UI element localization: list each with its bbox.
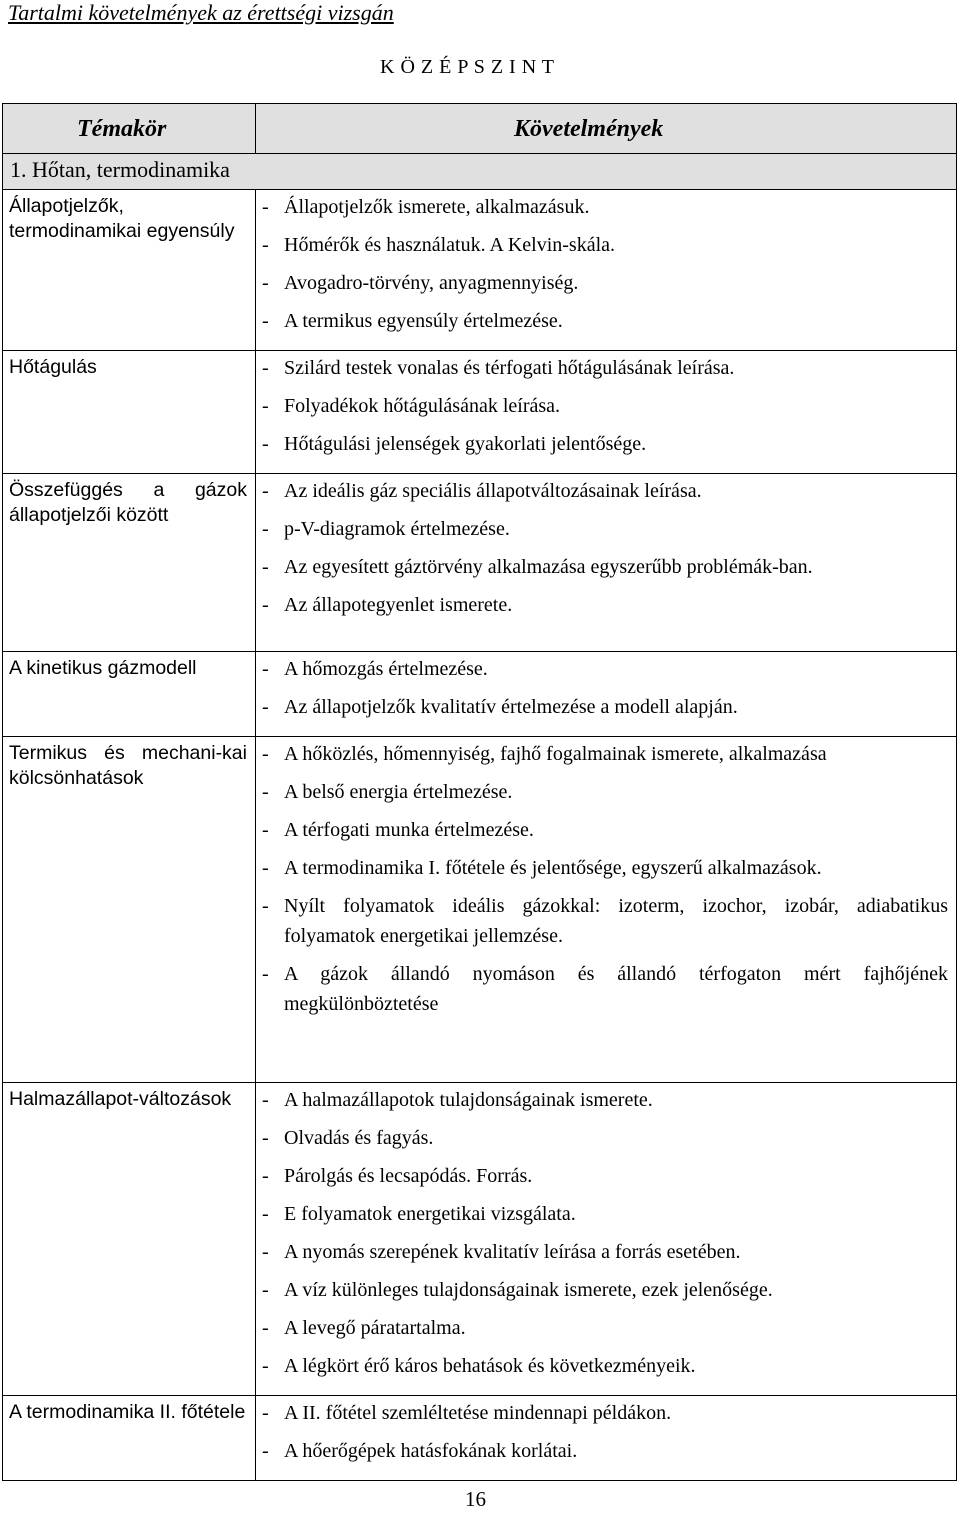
requirement-item: [262, 853, 948, 883]
requirement-text: A II. főtétel szemléltetése mindennapi példákon.: [284, 1402, 672, 1424]
requirements-cell: [256, 351, 957, 474]
requirement-item: [262, 692, 948, 722]
requirement-item: [262, 353, 948, 383]
requirements-cell: [256, 1396, 957, 1481]
requirement-text: A belső energia értelmezése.: [284, 781, 513, 803]
requirement-text: Hőtágulási jelenségek gyakorlati jelentősége.: [284, 433, 647, 455]
table-header-row: [3, 104, 957, 154]
bullet-dash: -: [262, 1440, 269, 1462]
requirement-item: [262, 1436, 948, 1466]
requirement-text: A termikus egyensúly értelmezése.: [284, 310, 563, 332]
requirement-text: E folyamatok energetikai vizsgálata.: [284, 1203, 576, 1225]
requirements-cell: [256, 190, 957, 351]
bullet-dash: -: [262, 196, 269, 218]
requirement-text: A hőmozgás értelmezése.: [284, 658, 488, 680]
requirement-item: [262, 891, 948, 951]
requirement-item: [262, 1275, 948, 1305]
header-topic: Témakör: [3, 104, 256, 154]
requirement-item: [262, 552, 948, 582]
bullet-dash: -: [262, 594, 269, 616]
requirement-item: [262, 1123, 948, 1153]
requirement-text: Az állapotegyenlet ismerete.: [284, 594, 513, 616]
bullet-dash: -: [262, 310, 269, 332]
requirement-item: [262, 1313, 948, 1343]
bullet-dash: -: [262, 556, 269, 578]
requirement-text: A hőközlés, hőmennyiség, fajhő fogalmainak ismerete, alkalmazása: [284, 743, 827, 765]
topic-cell: Halmazállapot-változások: [3, 1083, 256, 1396]
requirement-text: Nyílt folyamatok ideális gázokkal: izoterm, izochor, izobár, adiabatikus folyamatok energetikai jellemzése.: [284, 895, 948, 947]
table-row: [3, 1396, 957, 1481]
requirement-item: [262, 815, 948, 845]
requirement-item: [262, 959, 948, 1019]
bullet-dash: -: [262, 743, 269, 765]
requirement-text: A nyomás szerepének kvalitatív leírása a forrás esetében.: [284, 1241, 741, 1263]
requirements-cell: [256, 737, 957, 1083]
requirements-cell: [256, 474, 957, 652]
requirement-item: [262, 230, 948, 260]
section-row: [3, 154, 957, 190]
bullet-dash: -: [262, 963, 269, 985]
topic-cell: Termikus és mechani-kai kölcsönhatások: [3, 737, 256, 1083]
requirement-text: A hőerőgépek hatásfokának korlátai.: [284, 1440, 578, 1462]
requirement-item: [262, 654, 948, 684]
requirement-item: [262, 268, 948, 298]
topic-cell: Hőtágulás: [3, 351, 256, 474]
bullet-dash: -: [262, 518, 269, 540]
requirements-cell: [256, 652, 957, 737]
table-row: [3, 652, 957, 737]
bullet-dash: -: [262, 696, 269, 718]
requirement-text: Folyadékok hőtágulásának leírása.: [284, 395, 561, 417]
table-row: [3, 190, 957, 351]
requirement-text: Az egyesített gáztörvény alkalmazása egyszerűbb problémák-ban.: [284, 556, 813, 578]
header-requirements: Követelmények: [256, 104, 957, 154]
requirement-text: A térfogati munka értelmezése.: [284, 819, 534, 841]
bullet-dash: -: [262, 1127, 269, 1149]
requirement-item: [262, 391, 948, 421]
topic-cell: Állapotjelzők, termodinamikai egyensúly: [3, 190, 256, 351]
requirement-text: Hőmérők és használatuk. A Kelvin-skála.: [284, 234, 616, 256]
requirement-item: [262, 1199, 948, 1229]
requirement-text: p-V-diagramok értelmezése.: [284, 518, 510, 540]
requirement-text: A légkört érő káros behatások és következményeik.: [284, 1355, 696, 1377]
requirement-text: Avogadro-törvény, anyagmennyiség.: [284, 272, 579, 294]
requirement-text: A levegő páratartalma.: [284, 1317, 466, 1339]
page-number: 16: [465, 1487, 486, 1511]
bullet-dash: -: [262, 857, 269, 879]
table-row: [3, 737, 957, 1083]
table-row: [3, 351, 957, 474]
bullet-dash: -: [262, 1241, 269, 1263]
bullet-dash: -: [262, 1317, 269, 1339]
requirement-item: [262, 739, 948, 769]
bullet-dash: -: [262, 781, 269, 803]
document-title: Tartalmi követelmények az érettségi vizsgán: [8, 0, 394, 25]
requirement-item: [262, 1085, 948, 1115]
requirements-cell: [256, 1083, 957, 1396]
topic-cell: Összefüggés a gázok állapotjelzői között: [3, 474, 256, 652]
bullet-dash: -: [262, 819, 269, 841]
requirement-text: Párolgás és lecsapódás. Forrás.: [284, 1165, 533, 1187]
bullet-dash: -: [262, 272, 269, 294]
requirements-table: [2, 103, 957, 1481]
requirement-item: [262, 1161, 948, 1191]
requirement-item: [262, 476, 948, 506]
level-heading: K Ö Z É P S Z I N T: [380, 56, 555, 78]
table-row: [3, 1083, 957, 1396]
bullet-dash: -: [262, 1165, 269, 1187]
requirement-text: A víz különleges tulajdonságainak ismerete, ezek jelenősége.: [284, 1279, 773, 1301]
requirement-item: [262, 590, 948, 620]
table-row: [3, 474, 957, 652]
topic-cell: A termodinamika II. főtétele: [3, 1396, 256, 1481]
bullet-dash: -: [262, 895, 269, 917]
requirement-item: [262, 1398, 948, 1428]
bullet-dash: -: [262, 234, 269, 256]
bullet-dash: -: [262, 357, 269, 379]
requirement-text: Állapotjelzők ismerete, alkalmazásuk.: [284, 196, 590, 218]
requirement-item: [262, 1237, 948, 1267]
requirement-text: Az állapotjelzők kvalitatív értelmezése a modell alapján.: [284, 696, 738, 718]
requirement-text: Az ideális gáz speciális állapotváltozásainak leírása.: [284, 480, 702, 502]
section-title: 1. Hőtan, termodinamika: [3, 154, 957, 190]
bullet-dash: -: [262, 480, 269, 502]
bullet-dash: -: [262, 1402, 269, 1424]
bullet-dash: -: [262, 658, 269, 680]
requirement-item: [262, 514, 948, 544]
requirement-item: [262, 192, 948, 222]
topic-cell: A kinetikus gázmodell: [3, 652, 256, 737]
requirement-item: [262, 429, 948, 459]
bullet-dash: -: [262, 1355, 269, 1377]
bullet-dash: -: [262, 433, 269, 455]
requirement-text: A halmazállapotok tulajdonságainak ismerete.: [284, 1089, 653, 1111]
bullet-dash: -: [262, 395, 269, 417]
requirement-text: Szilárd testek vonalas és térfogati hőtágulásának leírása.: [284, 357, 735, 379]
requirement-item: [262, 1351, 948, 1381]
bullet-dash: -: [262, 1279, 269, 1301]
requirement-text: A gázok állandó nyomáson és állandó térfogaton mért fajhőjének megkülönböztetése: [284, 963, 948, 1015]
bullet-dash: -: [262, 1089, 269, 1111]
requirement-text: Olvadás és fagyás.: [284, 1127, 434, 1149]
requirement-item: [262, 777, 948, 807]
bullet-dash: -: [262, 1203, 269, 1225]
requirement-item: [262, 306, 948, 336]
requirement-text: A termodinamika I. főtétele és jelentősége, egyszerű alkalmazások.: [284, 857, 822, 879]
